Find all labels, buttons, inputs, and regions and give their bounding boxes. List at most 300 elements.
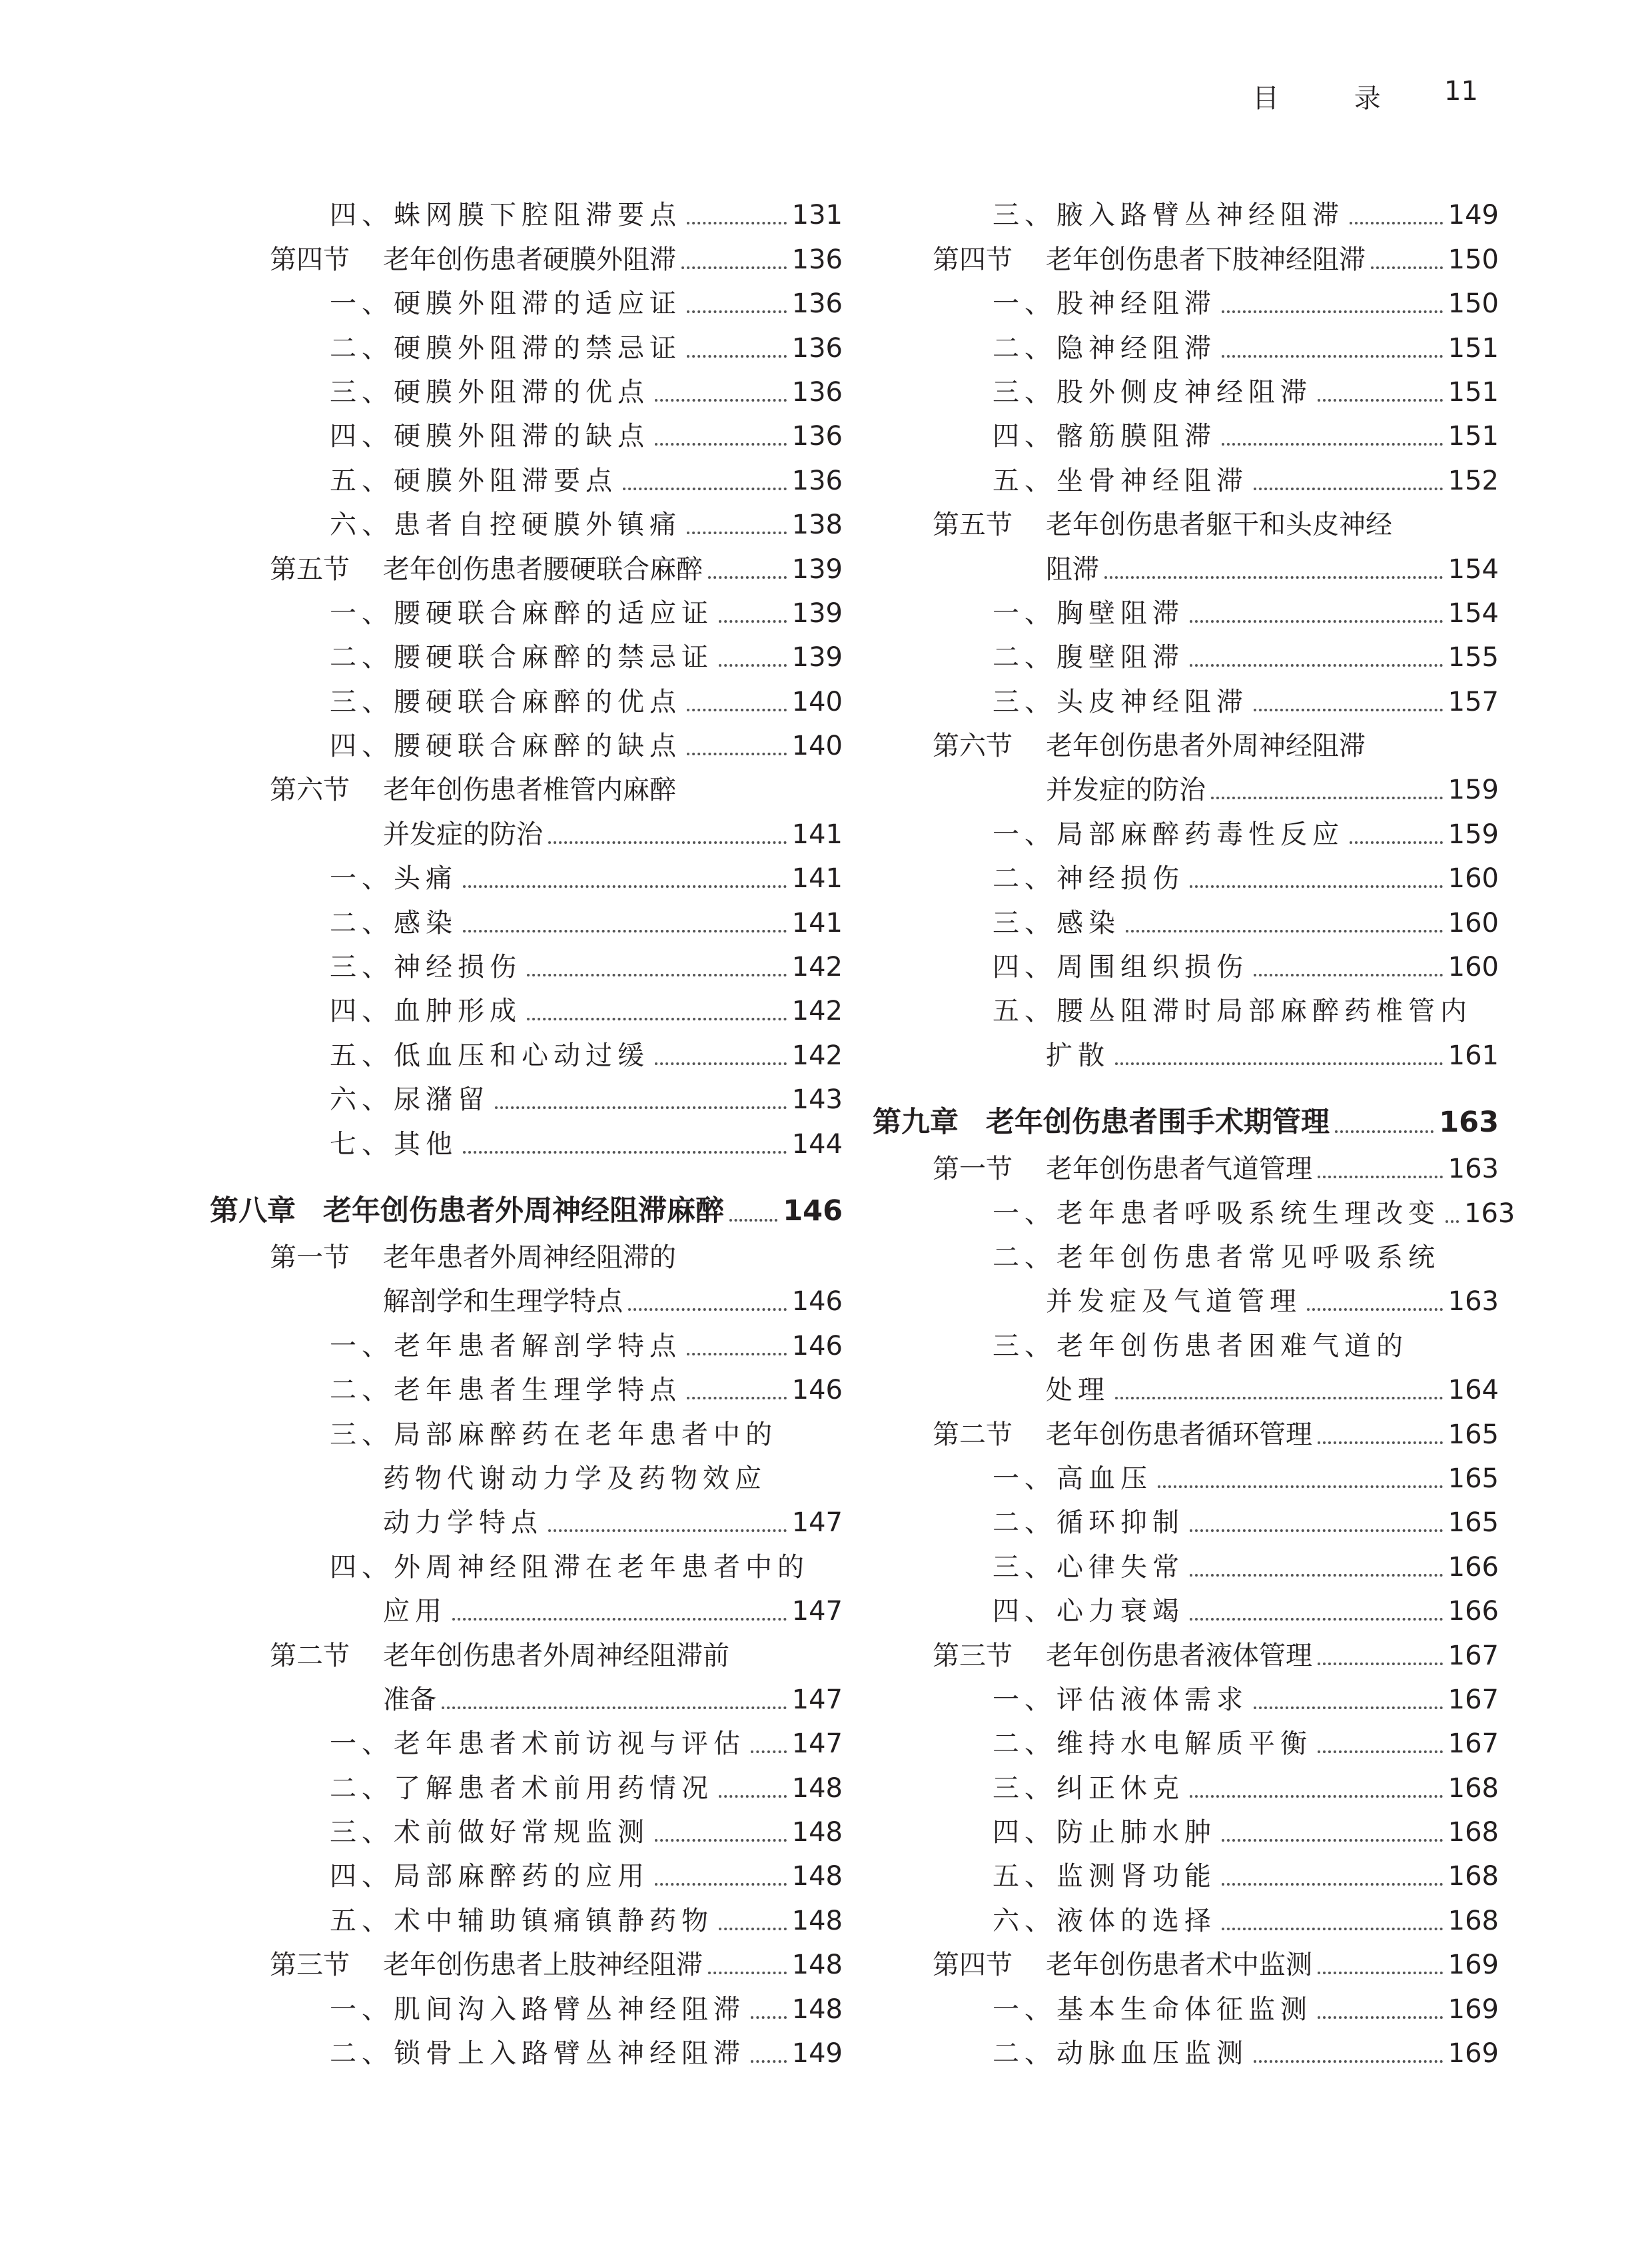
toc-entry[interactable] xyxy=(866,455,1499,499)
toc-section-entry-continued[interactable] xyxy=(203,1675,843,1718)
toc-entry-label xyxy=(330,1772,713,1804)
toc-entry-text: 四、周围组织损伤 xyxy=(993,952,1248,983)
toc-entry-text: 老年创伤患者硬膜外阻滞 xyxy=(383,244,676,275)
toc-entry[interactable] xyxy=(866,1895,1499,1939)
toc-entry[interactable] xyxy=(203,411,843,455)
toc-entry[interactable] xyxy=(203,721,843,765)
toc-page-number: 167 xyxy=(1447,1684,1499,1715)
dot-leader xyxy=(1446,1220,1459,1223)
toc-entry-text: 一、胸壁阻滞 xyxy=(993,597,1184,629)
toc-entry[interactable] xyxy=(203,367,843,411)
toc-entry[interactable] xyxy=(203,1895,843,1939)
toc-section-entry[interactable] xyxy=(203,234,843,278)
toc-section-entry[interactable] xyxy=(866,1144,1499,1188)
dot-leader xyxy=(1190,620,1443,623)
toc-section-entry-continued[interactable] xyxy=(866,544,1499,587)
toc-entry[interactable] xyxy=(203,986,843,1030)
dot-leader xyxy=(687,310,787,313)
toc-entry[interactable] xyxy=(866,942,1499,986)
toc-entry[interactable] xyxy=(203,853,843,897)
toc-entry[interactable] xyxy=(203,1851,843,1895)
toc-entry-label xyxy=(993,1905,1216,1936)
dot-leader xyxy=(687,532,787,534)
toc-entry[interactable] xyxy=(203,278,843,322)
dot-leader xyxy=(1190,664,1443,667)
dot-leader xyxy=(729,1219,777,1222)
toc-entry[interactable] xyxy=(866,1586,1499,1630)
toc-entry[interactable] xyxy=(866,1762,1499,1806)
toc-entry-label xyxy=(993,821,1344,848)
toc-entry[interactable] xyxy=(203,190,843,234)
dot-leader xyxy=(1190,1795,1443,1798)
toc-page-number: 149 xyxy=(1447,200,1499,231)
toc-entry[interactable] xyxy=(866,1675,1499,1718)
toc-entry-label xyxy=(270,246,676,273)
toc-entry-label xyxy=(933,1421,1312,1448)
toc-entry-text: 二、神经损伤 xyxy=(993,863,1184,895)
toc-entry-label xyxy=(993,1465,1152,1492)
toc-entry-label xyxy=(993,332,1216,364)
toc-entry-label xyxy=(383,1507,543,1539)
toc-entry-label xyxy=(993,1863,1216,1890)
toc-entry-text: 四、防止肺水肿 xyxy=(993,1817,1216,1848)
toc-entry-text: 三、腰硬联合麻醉的优点 xyxy=(330,686,681,717)
toc-item-entry-continued[interactable] xyxy=(203,1497,843,1541)
toc-entry-text: 一、股神经阻滞 xyxy=(993,288,1216,320)
toc-entry-text: 一、局部麻醉药毒性反应 xyxy=(993,819,1344,850)
toc-page-number: 148 xyxy=(791,1772,843,1804)
toc-section-entry[interactable] xyxy=(203,765,843,809)
toc-entry[interactable] xyxy=(203,632,843,676)
toc-left-column xyxy=(203,190,843,2072)
toc-entry-label xyxy=(270,1640,729,1671)
dot-leader xyxy=(1254,709,1443,711)
toc-entry[interactable] xyxy=(866,1453,1499,1497)
toc-entry[interactable] xyxy=(866,1320,1499,1364)
dot-leader xyxy=(527,1018,787,1020)
dot-leader xyxy=(1190,1574,1443,1577)
toc-page-number: 141 xyxy=(791,863,843,895)
dot-leader xyxy=(623,488,787,490)
toc-entry[interactable] xyxy=(866,278,1499,322)
toc-entry-text: 扩散 xyxy=(1046,1040,1110,1071)
toc-entry-label xyxy=(330,1330,681,1361)
toc-page-number: 139 xyxy=(791,554,843,585)
toc-entry-text: 三、腋入路臂丛神经阻滞 xyxy=(993,200,1344,231)
toc-page-number: 163 xyxy=(1447,1154,1499,1185)
toc-entry[interactable] xyxy=(866,853,1499,897)
toc-entry[interactable] xyxy=(866,1497,1499,1541)
toc-entry[interactable] xyxy=(203,1365,843,1409)
toc-page-number: 165 xyxy=(1447,1507,1499,1539)
toc-entry-label xyxy=(993,1819,1216,1846)
toc-item-entry-continued[interactable] xyxy=(866,1030,1499,1074)
dot-leader xyxy=(655,1839,787,1842)
toc-entry[interactable] xyxy=(866,1188,1515,1232)
dot-leader xyxy=(687,222,787,224)
dot-leader xyxy=(1222,1928,1443,1930)
toc-entry-label xyxy=(993,465,1248,496)
toc-entry-text: 四、局部麻醉药的应用 xyxy=(330,1861,649,1892)
toc-page-number: 169 xyxy=(1447,1950,1499,1981)
dot-leader xyxy=(1318,1176,1443,1178)
toc-entry-label xyxy=(993,423,1216,450)
toc-entry[interactable] xyxy=(203,500,843,544)
dot-leader xyxy=(1190,1529,1443,1532)
dot-leader xyxy=(687,355,787,358)
toc-entry-label xyxy=(1046,1288,1302,1315)
section-number: 第二节 xyxy=(270,1640,350,1671)
toc-entry-label xyxy=(330,1905,713,1936)
section-number: 第四节 xyxy=(933,1950,1013,1981)
toc-page-number: 142 xyxy=(791,996,843,1027)
dot-leader xyxy=(1254,2060,1443,2063)
toc-entry-label xyxy=(993,200,1344,231)
toc-page-number: 151 xyxy=(1447,332,1499,364)
toc-entry-label xyxy=(330,2040,745,2067)
toc-section-entry[interactable] xyxy=(866,721,1499,765)
toc-entry-text: 三、老年创伤患者困难气道的 xyxy=(993,1330,1408,1361)
dot-leader xyxy=(463,1151,787,1154)
toc-entry[interactable] xyxy=(203,897,843,941)
toc-page-number: 136 xyxy=(791,376,843,408)
toc-entry-text: 老年创伤患者椎管内麻醉 xyxy=(383,775,676,806)
toc-entry[interactable] xyxy=(866,1984,1499,2028)
toc-entry-text: 三、纠正休克 xyxy=(993,1772,1184,1804)
toc-entry-text: 四、外周神经阻滞在老年患者中的 xyxy=(330,1551,809,1583)
toc-entry[interactable] xyxy=(866,367,1499,411)
toc-entry-label xyxy=(1046,1042,1110,1069)
toc-entry[interactable] xyxy=(203,588,843,632)
toc-entry[interactable] xyxy=(203,1807,843,1851)
dot-leader xyxy=(548,1529,787,1532)
toc-entry[interactable] xyxy=(203,1074,843,1118)
toc-entry-label xyxy=(330,465,618,496)
toc-entry-label xyxy=(330,863,458,895)
toc-entry-text: 五、术中辅助镇痛镇静药物 xyxy=(330,1905,713,1936)
dot-leader xyxy=(708,1972,787,1974)
toc-entry[interactable] xyxy=(866,588,1499,632)
toc-page-number: 154 xyxy=(1447,597,1499,629)
toc-page-number: 159 xyxy=(1447,819,1499,850)
toc-entry-label xyxy=(933,510,1392,541)
toc-entry-text: 四、蛛网膜下腔阻滞要点 xyxy=(330,200,681,231)
toc-entry[interactable] xyxy=(203,942,843,986)
toc-page-number: 168 xyxy=(1447,1772,1499,1804)
dot-leader xyxy=(708,576,787,579)
section-number: 第二节 xyxy=(933,1419,1013,1450)
toc-entry-text: 二、腰硬联合麻醉的禁忌证 xyxy=(330,642,713,673)
dot-leader xyxy=(442,1706,787,1709)
toc-entry-label xyxy=(933,246,1366,273)
toc-entry-label xyxy=(993,952,1248,983)
toc-item-entry-continued[interactable] xyxy=(203,1453,843,1497)
toc-page-number: 148 xyxy=(791,1950,843,1981)
section-number: 第六节 xyxy=(933,731,1013,762)
dot-leader xyxy=(1115,1397,1443,1399)
chapter-number: 第九章 xyxy=(873,1105,959,1139)
toc-section-entry[interactable] xyxy=(203,1232,843,1276)
toc-entry[interactable] xyxy=(866,1232,1499,1276)
running-header xyxy=(0,72,1652,119)
toc-entry-label xyxy=(330,1863,649,1890)
toc-page-number: 141 xyxy=(791,907,843,938)
toc-entry-text: 二、腹壁阻滞 xyxy=(993,642,1184,673)
toc-entry-label xyxy=(993,1598,1184,1625)
toc-entry-text: 一、高血压 xyxy=(993,1463,1152,1494)
toc-entry[interactable] xyxy=(866,322,1499,366)
toc-entry[interactable] xyxy=(203,1320,843,1364)
toc-page-number: 148 xyxy=(791,1817,843,1848)
toc-page-number: 168 xyxy=(1447,1817,1499,1848)
dot-leader xyxy=(751,2060,787,2063)
toc-entry-text: 老年创伤患者腰硬联合麻醉 xyxy=(383,554,703,585)
toc-page-number: 165 xyxy=(1447,1419,1499,1450)
toc-page-number: 160 xyxy=(1447,952,1499,983)
header-title: 目 录 xyxy=(1252,83,1414,114)
toc-entry-text: 二、感染 xyxy=(330,907,458,938)
toc-entry-label xyxy=(993,2040,1248,2067)
toc-page-number: 139 xyxy=(791,597,843,629)
toc-page-number: 140 xyxy=(791,731,843,762)
dot-leader xyxy=(452,1618,787,1621)
chapter-number: 第八章 xyxy=(210,1194,296,1228)
toc-page-number: 168 xyxy=(1447,1905,1499,1936)
dot-leader xyxy=(1318,1441,1443,1444)
toc-page-number: 136 xyxy=(791,288,843,320)
toc-entry-label xyxy=(993,1244,1440,1271)
toc-entry-label xyxy=(330,597,713,629)
section-number: 第四节 xyxy=(933,244,1013,275)
toc-item-entry-continued[interactable] xyxy=(203,1586,843,1630)
toc-entry-label xyxy=(1046,775,1206,806)
toc-entry-label xyxy=(383,821,543,848)
toc-item-entry-continued[interactable] xyxy=(866,1365,1499,1409)
toc-entry-label xyxy=(993,1330,1408,1361)
toc-entry-text: 六、患者自控硬膜外镇痛 xyxy=(330,510,681,541)
dot-leader xyxy=(1222,355,1443,358)
toc-entry-label xyxy=(270,556,703,583)
dot-leader xyxy=(719,620,787,623)
toc-entry-label xyxy=(993,1772,1184,1804)
toc-entry-label xyxy=(993,1200,1440,1227)
toc-chapter-entry[interactable] xyxy=(866,1077,1499,1144)
toc-section-entry[interactable] xyxy=(866,1940,1499,1984)
toc-entry-text: 老年创伤患者术中监测 xyxy=(1046,1950,1312,1981)
section-number: 第五节 xyxy=(270,554,350,585)
toc-entry-text: 老年创伤患者上肢神经阻滞 xyxy=(383,1950,703,1981)
toc-entry-label xyxy=(330,1551,809,1583)
dot-leader xyxy=(1318,2016,1443,2019)
toc-page-number: 147 xyxy=(791,1684,843,1715)
toc-entry-text: 二、硬膜外阻滞的禁忌证 xyxy=(330,332,681,364)
toc-entry-text: 二、锁骨上入路臂丛神经阻滞 xyxy=(330,2038,745,2069)
toc-entry-text: 三、感染 xyxy=(993,907,1120,938)
toc-entry[interactable] xyxy=(203,455,843,499)
toc-page-number: 167 xyxy=(1447,1640,1499,1671)
toc-entry-label xyxy=(993,376,1312,408)
toc-entry-text: 六、尿潴留 xyxy=(330,1084,490,1116)
toc-entry-text: 阻滞 xyxy=(1046,554,1099,585)
toc-entry-text: 五、坐骨神经阻滞 xyxy=(993,465,1248,496)
toc-entry[interactable] xyxy=(866,809,1499,853)
toc-page-number: 150 xyxy=(1447,288,1499,320)
dot-leader xyxy=(1190,1618,1443,1621)
toc-page-number: 151 xyxy=(1447,421,1499,452)
toc-entry[interactable] xyxy=(866,897,1499,941)
toc-section-entry[interactable] xyxy=(866,1409,1499,1453)
toc-entry-label xyxy=(993,597,1184,629)
toc-entry[interactable] xyxy=(866,676,1499,720)
toc-page-number: 147 xyxy=(791,1728,843,1760)
dot-leader xyxy=(548,841,787,844)
toc-entry[interactable] xyxy=(203,1718,843,1762)
toc-entry-label xyxy=(330,332,681,364)
toc-entry[interactable] xyxy=(203,676,843,720)
dot-leader xyxy=(719,1795,787,1798)
toc-entry[interactable] xyxy=(866,632,1499,676)
dot-leader xyxy=(1254,974,1443,976)
dot-leader xyxy=(463,930,787,933)
toc-entry-text: 一、老年患者解剖学特点 xyxy=(330,1330,681,1361)
dot-leader xyxy=(655,443,787,446)
toc-section-entry-continued[interactable] xyxy=(203,809,843,853)
toc-entry-label xyxy=(330,1084,490,1116)
toc-entry[interactable] xyxy=(203,1984,843,2028)
dot-leader xyxy=(1126,930,1443,933)
toc-section-entry[interactable] xyxy=(866,234,1499,278)
toc-entry-label xyxy=(330,1421,777,1448)
section-number: 第一节 xyxy=(933,1154,1013,1185)
toc-page-number: 160 xyxy=(1447,863,1499,895)
toc-entry-label xyxy=(330,423,649,450)
toc-page-number: 148 xyxy=(791,1905,843,1936)
toc-entry-label xyxy=(873,1105,1330,1139)
dot-leader xyxy=(687,1397,787,1399)
toc-entry-text: 二、循环抑制 xyxy=(993,1507,1184,1539)
dot-leader xyxy=(1190,885,1443,888)
toc-entry[interactable] xyxy=(866,1718,1499,1762)
toc-entry[interactable] xyxy=(866,1807,1499,1851)
toc-entry-text: 二、老年患者生理学特点 xyxy=(330,1375,681,1406)
dot-leader xyxy=(1222,1839,1443,1842)
toc-entry-text: 处理 xyxy=(1046,1375,1110,1406)
toc-page-number: 166 xyxy=(1447,1596,1499,1627)
header-page-number: 11 xyxy=(1444,76,1478,107)
toc-page-number: 138 xyxy=(791,510,843,541)
toc-entry[interactable] xyxy=(203,2028,843,2072)
toc-entry[interactable] xyxy=(866,986,1499,1030)
dot-leader xyxy=(751,2016,787,2019)
toc-entry[interactable] xyxy=(203,1118,843,1162)
section-number: 第五节 xyxy=(933,510,1013,541)
toc-entry-label xyxy=(993,1996,1312,2023)
toc-entry-label xyxy=(270,1950,703,1981)
toc-section-entry[interactable] xyxy=(866,1630,1499,1674)
toc-entry-text: 五、低血压和心动过缓 xyxy=(330,1040,649,1071)
toc-entry-label xyxy=(993,863,1184,895)
toc-entry-text: 准备 xyxy=(383,1684,436,1715)
toc-page-number: 141 xyxy=(791,819,843,850)
toc-entry-text: 三、股外侧皮神经阻滞 xyxy=(993,376,1312,408)
toc-page-number: 136 xyxy=(791,465,843,496)
toc-page-number: 146 xyxy=(791,1286,843,1317)
toc-page-number: 154 xyxy=(1447,554,1499,585)
toc-entry[interactable] xyxy=(866,1851,1499,1895)
toc-entry-text: 并发症及气道管理 xyxy=(1046,1286,1302,1317)
toc-entry-text: 四、腰硬联合麻醉的缺点 xyxy=(330,731,681,762)
toc-entry-text: 解剖学和生理学特点 xyxy=(383,1286,623,1317)
toc-chapter-entry[interactable] xyxy=(203,1166,843,1232)
toc-section-entry[interactable] xyxy=(203,1940,843,1984)
toc-section-entry[interactable] xyxy=(203,544,843,587)
dot-leader xyxy=(1115,1062,1443,1065)
toc-item-entry-continued[interactable] xyxy=(866,1276,1499,1320)
dot-leader xyxy=(628,1308,787,1311)
toc-entry-label xyxy=(330,907,458,938)
section-number: 第三节 xyxy=(270,1950,350,1981)
toc-entry-label xyxy=(330,686,681,717)
toc-entry[interactable] xyxy=(866,411,1499,455)
toc-page-number: 166 xyxy=(1447,1551,1499,1583)
toc-entry[interactable] xyxy=(203,1541,843,1585)
toc-entry-text: 四、硬膜外阻滞的缺点 xyxy=(330,421,649,452)
toc-entry[interactable] xyxy=(866,190,1499,234)
toc-section-entry[interactable] xyxy=(203,1630,843,1674)
toc-page-number: 142 xyxy=(791,1040,843,1071)
dot-leader xyxy=(655,1062,787,1065)
toc-entry-label xyxy=(383,1465,767,1492)
toc-entry-text: 老年创伤患者躯干和头皮神经 xyxy=(1046,510,1392,541)
dot-leader xyxy=(1307,1308,1443,1311)
toc-entry-label xyxy=(933,1950,1312,1981)
toc-page-number: 144 xyxy=(791,1128,843,1160)
toc-section-entry-continued[interactable] xyxy=(866,765,1499,809)
toc-page-number: 157 xyxy=(1447,686,1499,717)
toc-entry-label xyxy=(330,1128,458,1160)
toc-entry[interactable] xyxy=(203,1409,843,1453)
toc-entry[interactable] xyxy=(203,1762,843,1806)
toc-entry-text: 三、局部麻醉药在老年患者中的 xyxy=(330,1419,777,1450)
toc-entry[interactable] xyxy=(203,322,843,366)
toc-entry-label xyxy=(330,731,681,762)
toc-entry-text: 老年创伤患者液体管理 xyxy=(1046,1640,1312,1671)
dot-leader xyxy=(1335,1130,1434,1133)
toc-entry-text: 五、监测肾功能 xyxy=(993,1861,1216,1892)
toc-page-number: 139 xyxy=(791,642,843,673)
toc-page-number: 169 xyxy=(1447,2038,1499,2069)
toc-entry-label xyxy=(993,686,1248,717)
toc-page-number: 159 xyxy=(1447,775,1499,806)
dot-leader xyxy=(1318,1972,1443,1974)
toc-section-entry[interactable] xyxy=(866,500,1499,544)
toc-entry-label xyxy=(330,1819,649,1846)
toc-entry-label xyxy=(210,1194,724,1228)
toc-entry[interactable] xyxy=(203,1030,843,1074)
section-number: 第四节 xyxy=(270,244,350,275)
section-number: 第三节 xyxy=(933,1640,1013,1671)
toc-page-number: 146 xyxy=(791,1375,843,1406)
toc-entry[interactable] xyxy=(866,2028,1499,2072)
toc-page-number: 143 xyxy=(791,1084,843,1116)
toc-entry-text: 三、头皮神经阻滞 xyxy=(993,686,1248,717)
toc-entry-text: 一、腰硬联合麻醉的适应证 xyxy=(330,597,713,629)
toc-entry[interactable] xyxy=(866,1541,1499,1585)
toc-entry-text: 并发症的防治 xyxy=(1046,775,1206,806)
toc-entry-text: 一、头痛 xyxy=(330,863,458,895)
toc-section-entry-continued[interactable] xyxy=(203,1276,843,1320)
dot-leader xyxy=(1318,1663,1443,1665)
